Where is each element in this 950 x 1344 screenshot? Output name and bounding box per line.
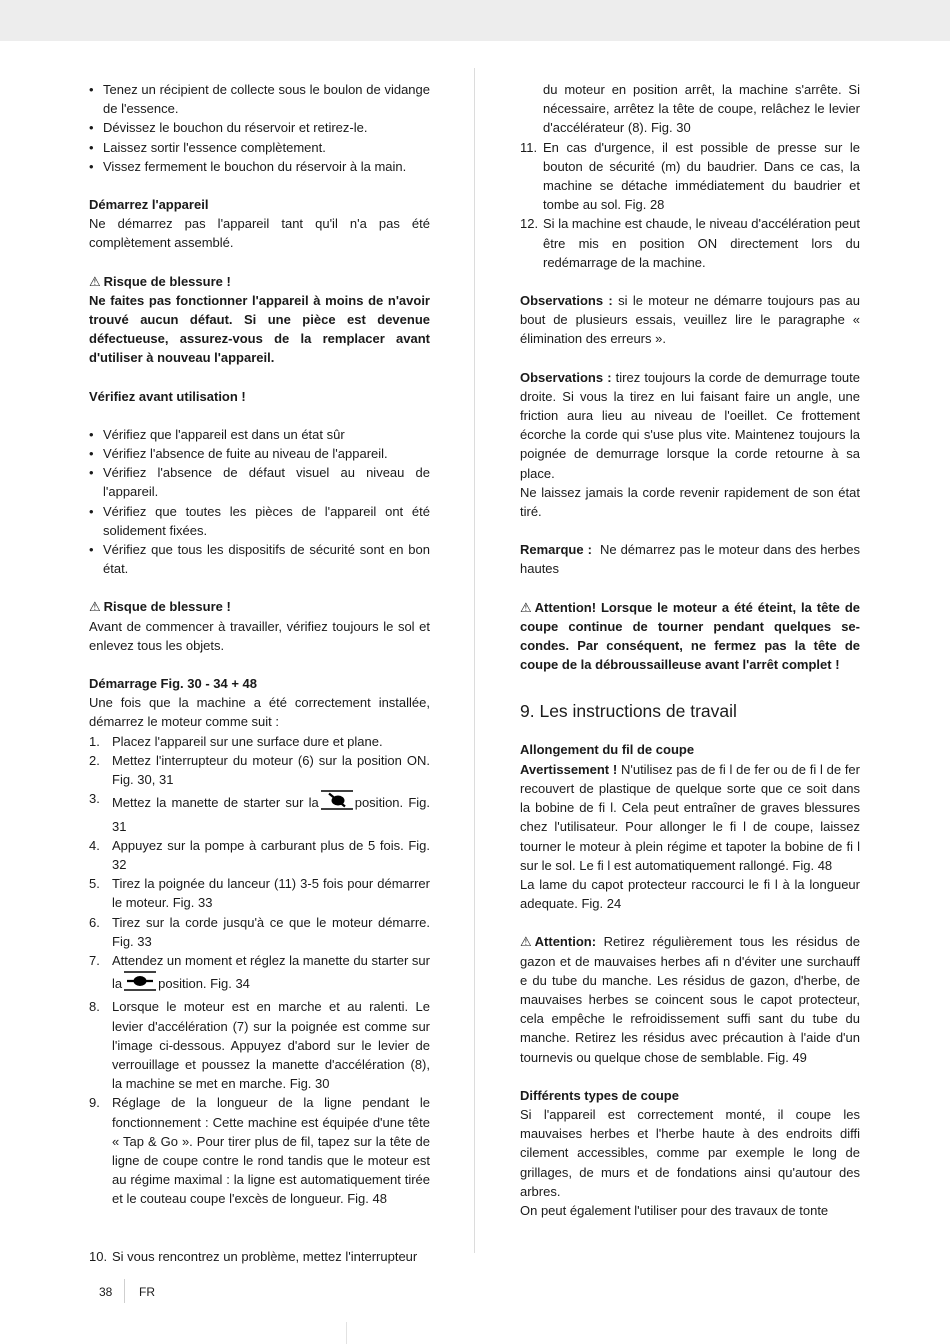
step-10-continued: du moteur en position arrêt, la machine s'arrête. Si nécessaire, arrêtez la tête de coupe, relâchez le levier d'accélérateur (8). Fig. 30: [543, 82, 860, 136]
startup-steps-cont: [89, 1247, 430, 1266]
attention-label: Attention:: [534, 934, 597, 950]
warning-text-2: Avant de commencer à travailler, vérifiez toujours le sol et enlevez tous les objets.: [89, 618, 430, 653]
list-item: [89, 913, 430, 951]
right-column: [520, 80, 860, 1220]
startup-intro: Une fois que la machine a été correctement installée, démarrez le moteur comme suit :: [89, 695, 430, 730]
warning-title-text: Risque de blessure !: [103, 273, 231, 289]
list-item: [89, 836, 430, 874]
remark-label: Remarque :: [520, 542, 592, 558]
warning-label: Avertissement !: [520, 761, 618, 777]
cut-heading: Différents types de coupe: [520, 1087, 679, 1103]
step-text: Placez l'appareil sur une surface dure et plane.: [112, 733, 383, 749]
list-item: [89, 951, 430, 997]
step-number: 7.: [89, 952, 100, 968]
attention-1: [520, 598, 860, 675]
list-item: • Vérifiez l'absence de défaut visuel au niveau de l'appareil.: [89, 463, 430, 501]
line-heading: Allongement du fil de coupe: [520, 742, 695, 758]
step-number: 4.: [89, 837, 100, 853]
step-text: position. Fig. 34: [158, 976, 250, 992]
warning-triangle-icon: ⚠: [520, 599, 532, 615]
check-heading: Vérifiez avant utilisation !: [89, 388, 246, 404]
step-text: Attendez un moment et réglez la manette du starter sur la: [112, 952, 430, 992]
cut-text: Si l'appareil est correctement monté, il coupe les mauvaises herbes et l'herbe haute à des endroits diffi cilement accessibles, comme par exemple le long de grillages, de murs et de fondations ainsi qu'autour des arbres.: [520, 1106, 860, 1199]
list-item: • Vérifiez que toutes les pièces de l'appareil ont été solidement fixées.: [89, 502, 430, 540]
attention-text: Retirez régulièrement tous les résidus de gazon et de mauvaises herbes afi n d'éviter une surchauff e du tube du manche. Les résidus de gazon, d'herbe, de mauvaises herbes se coincent sous le capot protecteur, cela empêche le refroidissement suffi sant du tube du manche. Retirez les résidus avec précaution à l'aide d'un tournevis ou quelque chose de semblable. Fig. 49: [520, 934, 860, 1065]
step-text: En cas d'urgence, il est possible de presse sur le bouton de sécurité (m) du baudrier. Dans ce cas, la machine se détache immédiatement du baudrier et tombe au sol. Fig. 28: [543, 139, 860, 213]
observation-label: Observations :: [520, 293, 613, 309]
warning-title-text: Risque de blessure !: [103, 599, 231, 615]
warning-text-1: Ne faites pas fonctionner l'appareil à moins de n'avoir trouvé aucun défaut. Si une pièce est devenue défectueuse, assurez-vous de la remplacer avant d'utiliser à nouveau l'appareil.: [89, 292, 430, 366]
step-text: Tirez la poignée du lanceur (11) 3-5 fois pour démarrer le moteur. Fig. 33: [112, 876, 430, 911]
step-number: 5.: [89, 876, 100, 892]
step-number: 12.: [520, 216, 539, 232]
step-number: 8.: [89, 999, 100, 1015]
check-list: [89, 425, 430, 579]
list-item: • Vissez fermement le bouchon du réservoir à la main.: [89, 157, 430, 176]
step-number: 1.: [89, 733, 100, 749]
footer-divider: [124, 1279, 125, 1303]
step-text: position. Fig. 31: [112, 795, 430, 834]
step-text: Lorsque le moteur est en marche et au ralenti. Le levier d'accélération (7) sur la poignée est comme sur l'image ci-dessous. Appuyez d'abord sur le levier de verrouillage et poussez la manette d'accélération (8), la machine se met en marche. Fig. 30: [112, 999, 430, 1092]
list-item: [89, 751, 430, 789]
warning-title-2: [89, 597, 430, 616]
startup-steps-right: [520, 138, 860, 272]
attention-2: [520, 932, 860, 1066]
step-text: Mettez l'interrupteur du moteur (6) sur la position ON. Fig. 30, 31: [112, 752, 430, 788]
list-item: [89, 1093, 430, 1208]
step-number: 11.: [520, 139, 538, 155]
step-text: Réglage de la longueur de la ligne pendant le fonctionnement : Cette machine est équipée d'une tête « Tap & Go ». Pour tirer plus de fil, tapez sur la tête de ligne de coupe contre le rond tandis que le moteur est au régime maximal : la ligne est automatiquement tirée et le couteau coupe l'excès de longueur. Fig. 48: [112, 1095, 430, 1207]
step-number: 3.: [89, 791, 100, 807]
list-item: [89, 789, 430, 835]
step-text: Mettez la manette de starter sur la: [112, 795, 319, 811]
observation-label: Observations :: [520, 369, 612, 385]
startup-heading: Démarrage Fig. 30 - 34 + 48: [89, 676, 258, 692]
cut-text-2: On peut également l'utiliser pour des travaux de tonte: [520, 1202, 829, 1218]
list-item: [89, 874, 430, 912]
list-item: • Vérifiez l'absence de fuite au niveau de l'appareil.: [89, 444, 430, 463]
page-number: 38: [99, 1285, 113, 1299]
observation-1: [520, 291, 860, 349]
list-item: [520, 214, 860, 272]
remark-text: Ne démarrez pas le moteur dans des herbes hautes: [520, 542, 860, 577]
list-item: [89, 997, 430, 1093]
warning-title-1: [89, 272, 430, 291]
step-text: Appuyez sur la pompe à carburant plus de 5 fois. Fig. 32: [112, 837, 430, 872]
step-number: 2.: [89, 752, 100, 768]
list-item: [520, 138, 860, 215]
list-item: [89, 732, 430, 751]
warning-triangle-icon: ⚠: [89, 599, 101, 615]
bottom-mark: [346, 1322, 347, 1344]
start-heading: Démarrez l'appareil: [89, 197, 209, 213]
list-item: [89, 1247, 430, 1266]
column-divider: [474, 68, 475, 1253]
list-item: • Vérifiez que tous les dispositifs de sécurité sont en bon état.: [89, 540, 430, 578]
choke-open-icon: [123, 970, 157, 997]
line-warning: [520, 760, 860, 875]
start-text: Ne démarrez pas l'appareil tant qu'il n'a pas été complètement assemblé.: [89, 216, 430, 251]
warning-text: N'utilisez pas de fi l de fer ou de fi l de fer recouvert de plastique de quelque sorte que ce soit dans la bobine de fi l. Cela peut entraîner de graves blessures chez l'utilisateur. Pour allonger le fi l de coupe, laissez tourner le moteur à plein régime et tapoter la bobine de fi l sur le sol. Le fi l est automatiquement rallongé. Fig. 48: [520, 761, 860, 873]
step-text: Si vous rencontrez un problème, mettez l'interrupteur: [112, 1248, 418, 1264]
observation-text: tirez toujours la corde de demurrage toute droite. Si vous la tirez en lui faisant faire un angle, une friction aura lieu au niveau de l'oeillet. Ce frottement écorche la corde qui s'use plus vite. Maintenez toujours la poignée de demurrage lorsque la corde retourne à sa place.: [520, 369, 861, 481]
step-text: Tirez sur la corde jusqu'à ce que le moteur démarre. Fig. 33: [112, 914, 430, 949]
attention-text: Attention! Lorsque le moteur a été éteint, la tête de coupe continue de tourner pendant quelques se-condes. Par conséquent, ne fermez pas la tête de coupe de la débroussailleuse avant l'arrêt complet !: [520, 599, 860, 673]
observation-2: [520, 368, 860, 483]
list-item: • Vérifiez que l'appareil est dans un état sûr: [89, 425, 430, 444]
step-number: 9.: [89, 1095, 100, 1111]
choke-closed-icon: [320, 789, 354, 816]
left-column: [89, 80, 430, 1266]
step-number: 10.: [89, 1248, 108, 1264]
list-item: • Tenez un récipient de collecte sous le boulon de vidange de l'essence.: [89, 80, 430, 118]
top-bar: [0, 0, 950, 41]
warning-triangle-icon: ⚠: [520, 934, 532, 950]
observation-text: si le moteur ne démarre toujours pas au bout de plusieurs essais, veuillez lire le paragraphe « élimination des erreurs ».: [520, 293, 860, 347]
warning-triangle-icon: ⚠: [89, 273, 101, 289]
observation-2-text: Ne laissez jamais la corde revenir rapidement de son état tiré.: [520, 484, 860, 520]
language-label: FR: [139, 1285, 155, 1299]
startup-steps: [89, 732, 430, 1209]
step-text: Si la machine est chaude, le niveau d'accélération peut être mis en position ON directement lors du redémarrage de la machine.: [543, 216, 860, 270]
remark: [520, 540, 860, 578]
list-item: • Laissez sortir l'essence complètement.: [89, 138, 430, 157]
section-title: 9. Les instructions de travail: [520, 701, 737, 722]
step-number: 6.: [89, 914, 100, 930]
list-item: • Dévissez le bouchon du réservoir et retirez-le.: [89, 118, 430, 137]
line-text-2: La lame du capot protecteur raccourci le fi l à la longueur adequate. Fig. 24: [520, 876, 860, 912]
fuel-drain-list: [89, 80, 430, 176]
